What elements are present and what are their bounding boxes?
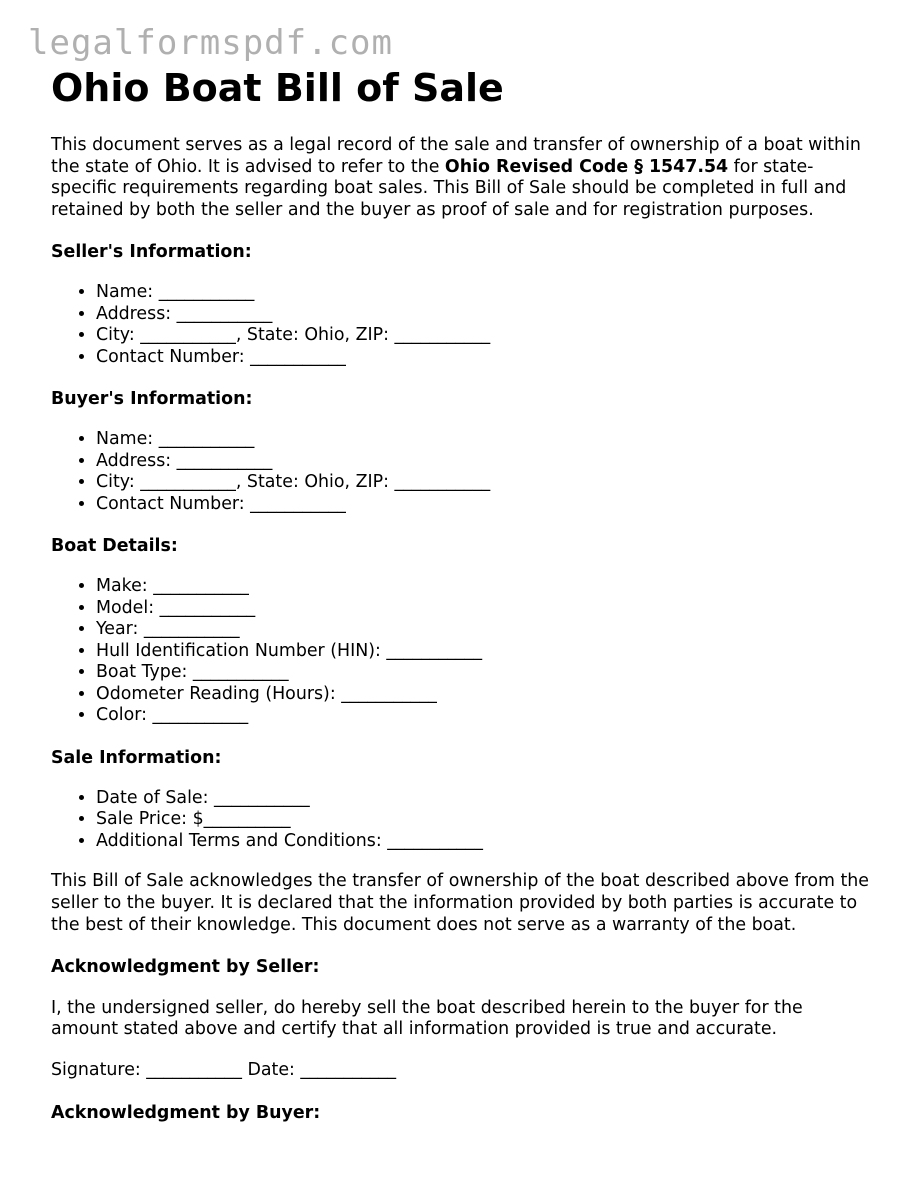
seller-heading: Seller's Information: (51, 242, 252, 263)
boat-odometer-field: • Odometer Reading (Hours): ___________ (96, 684, 871, 706)
boat-fields-list (51, 576, 871, 727)
buyer-name-field: • Name: ___________ (96, 429, 871, 451)
seller-fields-list (51, 282, 871, 368)
statute-reference: Ohio Revised Code § 1547.54 (444, 156, 729, 177)
seller-acknowledgment-heading: Acknowledgment by Seller: (51, 957, 320, 978)
seller-address-field: • Address: ___________ (96, 304, 871, 326)
boat-make-field: • Make: ___________ (96, 576, 871, 598)
intro-text-end: for state-specific requirements regarding boat sales. This Bill of Sale should be completed in full and retained by both the seller and the buyer as proof of sale and for registration purposes. (51, 156, 847, 220)
seller-city-field: • City: ___________, State: Ohio, ZIP: ___________ (96, 325, 871, 347)
seller-acknowledgment-text: I, the undersigned seller, do hereby sell the boat described herein to the buyer for the amount stated above and certify that all information provided is true and accurate. (51, 997, 803, 1040)
buyer-fields-list (51, 429, 871, 515)
seller-contact-field: • Contact Number: ___________ (96, 347, 871, 369)
watermark-text: legalformspdf.com (28, 23, 393, 63)
seller-signature-line: Signature: ___________ Date: ___________ (51, 1060, 397, 1080)
sale-price-field: • Sale Price: $__________ (96, 809, 871, 831)
boat-heading: Boat Details: (51, 536, 178, 557)
sale-terms-field: • Additional Terms and Conditions: ___________ (96, 831, 871, 853)
buyer-address-field: • Address: ___________ (96, 451, 871, 473)
intro-text-start: This document serves as a legal record of the sale and transfer of ownership of a boat within the state of Ohio. It is advised to refer to the (51, 135, 861, 177)
buyer-contact-field: • Contact Number: ___________ (96, 494, 871, 516)
sale-heading: Sale Information: (51, 748, 222, 769)
sale-date-field: • Date of Sale: ___________ (96, 788, 871, 810)
buyer-heading: Buyer's Information: (51, 389, 253, 410)
declaration-paragraph: This Bill of Sale acknowledges the transfer of ownership of the boat described above from the seller to the buyer. It is declared that the information provided by both parties is accurate to the best of their knowledge. This document does not serve as a warranty of the boat. (51, 871, 869, 935)
boat-color-field: • Color: ___________ (96, 705, 871, 727)
seller-name-field: • Name: ___________ (96, 282, 871, 304)
document-title: Ohio Boat Bill of Sale (51, 66, 504, 110)
document-page (51, 64, 871, 1124)
boat-model-field: • Model: ___________ (96, 598, 871, 620)
boat-type-field: • Boat Type: ___________ (96, 662, 871, 684)
buyer-city-field: • City: ___________, State: Ohio, ZIP: ___________ (96, 472, 871, 494)
intro-paragraph (51, 135, 871, 221)
boat-year-field: • Year: ___________ (96, 619, 871, 641)
boat-hin-field: • Hull Identification Number (HIN): ___________ (96, 641, 871, 663)
buyer-acknowledgment-heading: Acknowledgment by Buyer: (51, 1102, 321, 1123)
sale-fields-list (51, 788, 871, 853)
